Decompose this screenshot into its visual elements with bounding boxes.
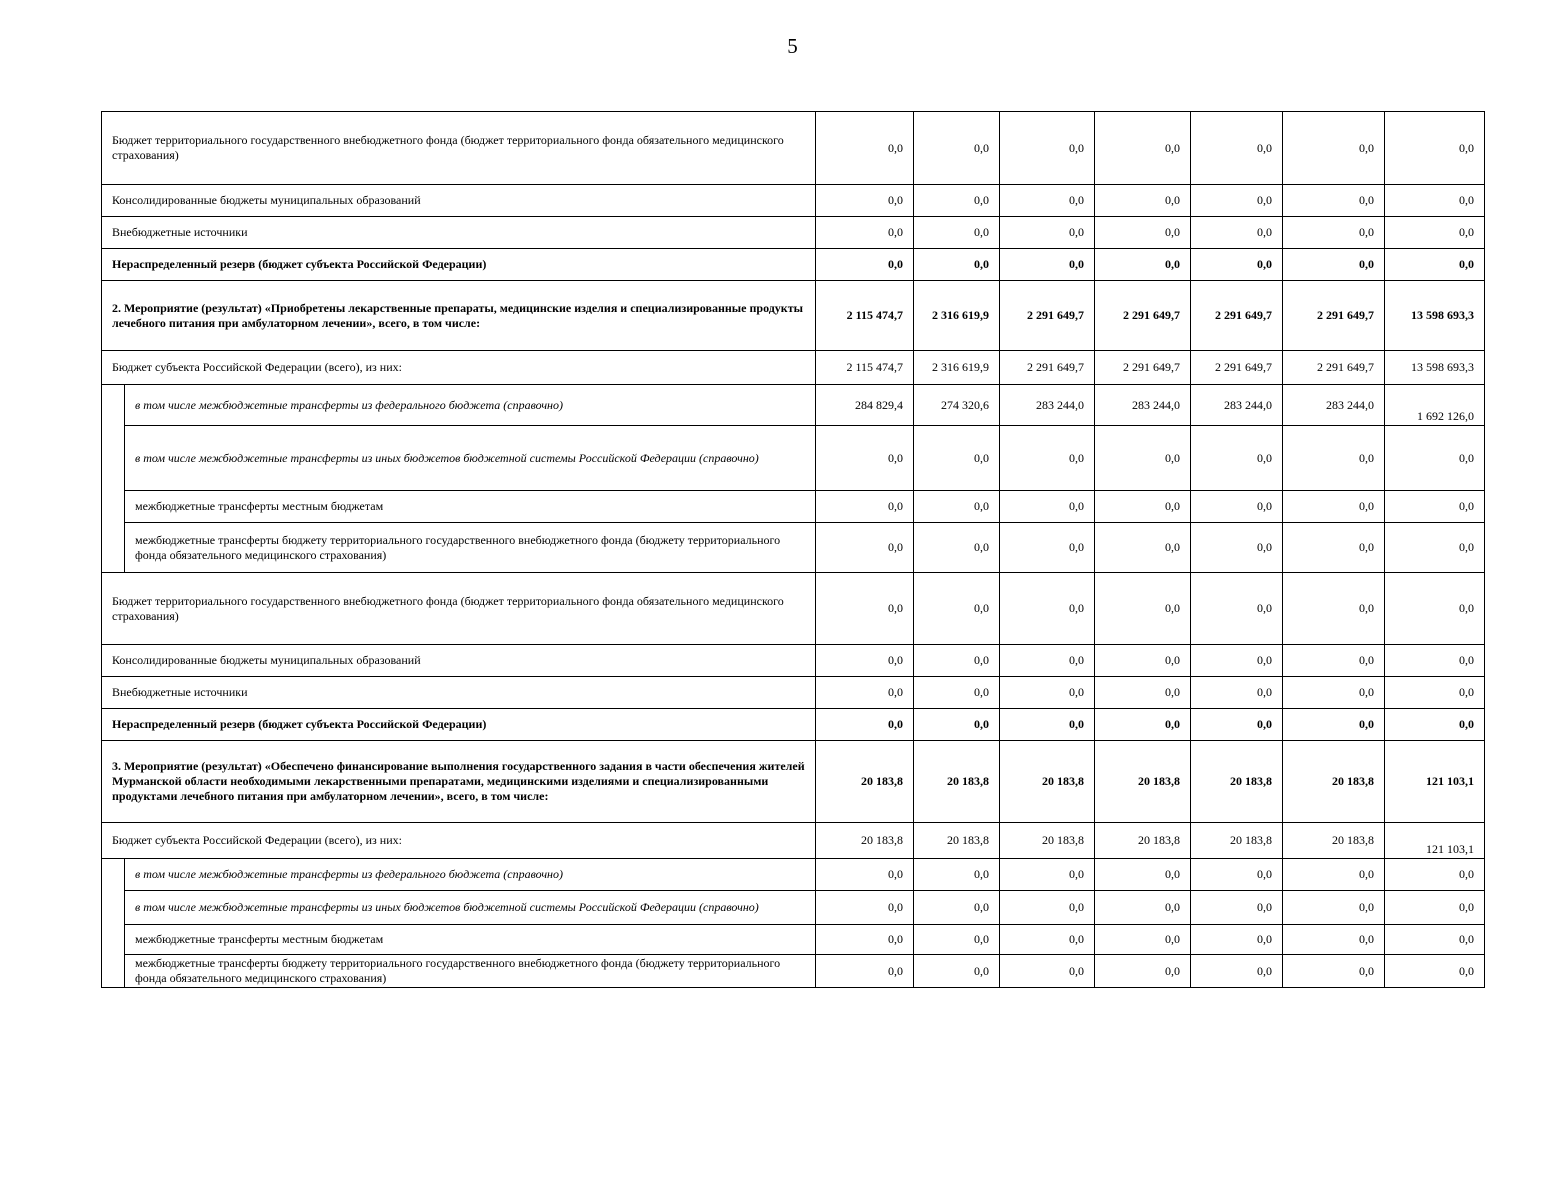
table-row [102, 112, 1485, 185]
value-cell: 20 183,8 [914, 823, 1000, 859]
table-row [102, 859, 1485, 891]
table-row [102, 249, 1485, 281]
value-cell: 20 183,8 [816, 741, 914, 823]
table-row [102, 185, 1485, 217]
value-cell: 0,0 [1283, 891, 1385, 925]
value-cell: 0,0 [1283, 709, 1385, 741]
value-cell: 0,0 [1191, 185, 1283, 217]
row-label: в том числе межбюджетные трансферты из иных бюджетов бюджетной системы Российской Федерации (справочно) [125, 426, 816, 491]
value-cell: 283 244,0 [1095, 385, 1191, 426]
indent-cell [102, 491, 125, 523]
value-cell: 0,0 [1385, 859, 1485, 891]
value-cell: 2 291 649,7 [1191, 281, 1283, 351]
indent-cell [102, 385, 125, 426]
table-row [102, 741, 1485, 823]
value-cell: 2 291 649,7 [1000, 351, 1095, 385]
value-cell: 2 316 619,9 [914, 351, 1000, 385]
value-cell: 0,0 [914, 955, 1000, 988]
value-cell: 0,0 [1000, 523, 1095, 573]
value-cell: 2 115 474,7 [816, 281, 914, 351]
value-cell: 0,0 [1385, 891, 1485, 925]
value-cell: 0,0 [914, 677, 1000, 709]
value-cell: 0,0 [1000, 645, 1095, 677]
value-cell: 0,0 [1385, 925, 1485, 955]
value-cell: 0,0 [1283, 112, 1385, 185]
value-cell: 0,0 [1385, 573, 1485, 645]
value-cell: 0,0 [816, 925, 914, 955]
value-cell: 0,0 [1191, 112, 1283, 185]
value-cell: 0,0 [914, 891, 1000, 925]
value-cell: 0,0 [914, 426, 1000, 491]
value-cell: 121 103,1 [1385, 823, 1485, 859]
value-cell: 0,0 [1283, 677, 1385, 709]
budget-table [101, 111, 1485, 988]
value-cell: 0,0 [1191, 891, 1283, 925]
value-cell: 0,0 [1191, 677, 1283, 709]
value-cell: 0,0 [1095, 891, 1191, 925]
value-cell: 0,0 [816, 645, 914, 677]
value-cell: 284 829,4 [816, 385, 914, 426]
value-cell: 0,0 [1283, 573, 1385, 645]
budget-table-body [102, 112, 1485, 988]
value-cell: 0,0 [1385, 523, 1485, 573]
value-cell: 283 244,0 [1000, 385, 1095, 426]
indent-cell [102, 426, 125, 491]
value-cell: 0,0 [1095, 709, 1191, 741]
value-cell: 0,0 [1000, 573, 1095, 645]
value-cell: 2 316 619,9 [914, 281, 1000, 351]
page-number: 5 [787, 34, 798, 58]
value-cell: 0,0 [1095, 217, 1191, 249]
value-cell: 0,0 [816, 426, 914, 491]
value-cell: 283 244,0 [1283, 385, 1385, 426]
value-cell: 0,0 [1385, 677, 1485, 709]
value-cell: 0,0 [816, 677, 914, 709]
value-cell: 0,0 [1000, 112, 1095, 185]
value-cell: 0,0 [816, 217, 914, 249]
row-label: Нераспределенный резерв (бюджет субъекта Российской Федерации) [102, 709, 816, 741]
table-row [102, 925, 1485, 955]
value-cell: 0,0 [1000, 677, 1095, 709]
value-cell: 20 183,8 [1000, 741, 1095, 823]
value-cell: 0,0 [1095, 491, 1191, 523]
value-cell: 0,0 [1191, 523, 1283, 573]
value-cell: 0,0 [914, 859, 1000, 891]
indent-cell [102, 859, 125, 891]
value-cell: 0,0 [1095, 677, 1191, 709]
value-cell: 0,0 [816, 112, 914, 185]
value-cell: 0,0 [1000, 891, 1095, 925]
value-cell: 0,0 [1191, 859, 1283, 891]
table-row [102, 709, 1485, 741]
row-label: Бюджет территориального государственного внебюджетного фонда (бюджет территориального фонда обязательного медицинского страхования) [102, 573, 816, 645]
value-cell: 0,0 [1095, 645, 1191, 677]
value-cell: 0,0 [1095, 426, 1191, 491]
row-label: Бюджет субъекта Российской Федерации (всего), из них: [102, 823, 816, 859]
value-cell: 0,0 [914, 523, 1000, 573]
row-label: 3. Мероприятие (результат) «Обеспечено финансирование выполнения государственного задания в части обеспечения жителей Мурманской области необходимыми лекарственными препаратами, медицинскими изделиями и специализированными продуктами лечебного питания при амбулаторном лечении», всего, в том числе: [102, 741, 816, 823]
value-cell: 0,0 [1095, 112, 1191, 185]
value-cell: 0,0 [1095, 859, 1191, 891]
value-cell: 0,0 [1283, 217, 1385, 249]
table-row [102, 645, 1485, 677]
value-cell: 0,0 [914, 185, 1000, 217]
value-cell: 0,0 [1191, 426, 1283, 491]
value-cell: 1 692 126,0 [1385, 385, 1485, 426]
table-row [102, 491, 1485, 523]
value-cell: 0,0 [914, 112, 1000, 185]
table-row [102, 677, 1485, 709]
value-cell: 20 183,8 [1095, 741, 1191, 823]
value-cell: 0,0 [816, 891, 914, 925]
table-row [102, 891, 1485, 925]
value-cell: 2 291 649,7 [1000, 281, 1095, 351]
value-cell: 2 291 649,7 [1095, 351, 1191, 385]
value-cell: 0,0 [816, 185, 914, 217]
row-label: Бюджет субъекта Российской Федерации (всего), из них: [102, 351, 816, 385]
value-cell: 0,0 [1385, 249, 1485, 281]
value-cell: 0,0 [1191, 573, 1283, 645]
row-label: межбюджетные трансферты бюджету территориального государственного внебюджетного фонда (бюджету территориального фонда обязательного медицинского страхования) [125, 955, 816, 988]
value-cell: 0,0 [1283, 859, 1385, 891]
value-cell: 20 183,8 [1283, 823, 1385, 859]
value-cell: 0,0 [1283, 185, 1385, 217]
row-label: Внебюджетные источники [102, 677, 816, 709]
value-cell: 0,0 [1191, 217, 1283, 249]
table-row [102, 385, 1485, 426]
value-cell: 0,0 [1283, 426, 1385, 491]
indent-cell [102, 955, 125, 988]
value-cell: 0,0 [1283, 249, 1385, 281]
value-cell: 2 291 649,7 [1283, 281, 1385, 351]
value-cell: 0,0 [1385, 217, 1485, 249]
value-cell: 0,0 [1095, 955, 1191, 988]
value-cell: 0,0 [1000, 709, 1095, 741]
value-cell: 283 244,0 [1191, 385, 1283, 426]
table-row [102, 573, 1485, 645]
row-label: в том числе межбюджетные трансферты из федерального бюджета (справочно) [125, 385, 816, 426]
value-cell: 0,0 [1385, 185, 1485, 217]
value-cell: 0,0 [1000, 955, 1095, 988]
value-cell: 0,0 [1385, 709, 1485, 741]
value-cell: 20 183,8 [1000, 823, 1095, 859]
value-cell: 0,0 [1095, 523, 1191, 573]
value-cell: 20 183,8 [816, 823, 914, 859]
row-label: Бюджет территориального государственного внебюджетного фонда (бюджет территориального фонда обязательного медицинского страхования) [102, 112, 816, 185]
value-cell: 0,0 [816, 523, 914, 573]
value-cell: 0,0 [1000, 217, 1095, 249]
value-cell: 13 598 693,3 [1385, 351, 1485, 385]
value-cell: 274 320,6 [914, 385, 1000, 426]
value-cell: 0,0 [816, 491, 914, 523]
value-cell: 2 291 649,7 [1095, 281, 1191, 351]
value-cell: 0,0 [1191, 249, 1283, 281]
value-cell: 0,0 [816, 709, 914, 741]
value-cell: 2 291 649,7 [1191, 351, 1283, 385]
indent-cell [102, 523, 125, 573]
value-cell: 2 291 649,7 [1283, 351, 1385, 385]
value-cell: 0,0 [914, 709, 1000, 741]
value-cell: 0,0 [1095, 249, 1191, 281]
value-cell: 20 183,8 [914, 741, 1000, 823]
value-cell: 0,0 [1283, 523, 1385, 573]
row-label: 2. Мероприятие (результат) «Приобретены лекарственные препараты, медицинские изделия и специализированные продукты лечебного питания при амбулаторном лечении», всего, в том числе: [102, 281, 816, 351]
value-cell: 0,0 [1191, 491, 1283, 523]
indent-cell [102, 891, 125, 925]
row-label: межбюджетные трансферты бюджету территориального государственного внебюджетного фонда (бюджету территориального фонда обязательного медицинского страхования) [125, 523, 816, 573]
value-cell: 0,0 [914, 925, 1000, 955]
row-label: в том числе межбюджетные трансферты из федерального бюджета (справочно) [125, 859, 816, 891]
row-label: межбюджетные трансферты местным бюджетам [125, 491, 816, 523]
value-cell: 0,0 [816, 573, 914, 645]
value-cell: 0,0 [914, 217, 1000, 249]
value-cell: 0,0 [1283, 645, 1385, 677]
value-cell: 0,0 [1000, 249, 1095, 281]
value-cell: 0,0 [1000, 491, 1095, 523]
value-cell: 13 598 693,3 [1385, 281, 1485, 351]
value-cell: 20 183,8 [1191, 741, 1283, 823]
value-cell: 0,0 [1000, 925, 1095, 955]
value-cell: 0,0 [1191, 925, 1283, 955]
value-cell: 0,0 [1095, 185, 1191, 217]
value-cell: 2 115 474,7 [816, 351, 914, 385]
value-cell: 0,0 [1385, 426, 1485, 491]
value-cell: 0,0 [1283, 491, 1385, 523]
value-cell: 0,0 [816, 249, 914, 281]
table-row [102, 217, 1485, 249]
value-cell: 0,0 [1385, 112, 1485, 185]
value-cell: 0,0 [1095, 573, 1191, 645]
value-cell: 0,0 [1095, 925, 1191, 955]
row-label: Консолидированные бюджеты муниципальных образований [102, 185, 816, 217]
row-label: Внебюджетные источники [102, 217, 816, 249]
row-label: в том числе межбюджетные трансферты из иных бюджетов бюджетной системы Российской Федерации (справочно) [125, 891, 816, 925]
indent-cell [102, 925, 125, 955]
value-cell: 0,0 [1000, 426, 1095, 491]
value-cell: 0,0 [1191, 645, 1283, 677]
table-row [102, 281, 1485, 351]
value-cell: 20 183,8 [1283, 741, 1385, 823]
value-cell: 0,0 [1385, 645, 1485, 677]
table-row [102, 426, 1485, 491]
value-cell: 0,0 [914, 249, 1000, 281]
value-cell: 0,0 [914, 645, 1000, 677]
value-cell: 121 103,1 [1385, 741, 1485, 823]
row-label: Нераспределенный резерв (бюджет субъекта Российской Федерации) [102, 249, 816, 281]
value-cell: 0,0 [914, 573, 1000, 645]
row-label: Консолидированные бюджеты муниципальных образований [102, 645, 816, 677]
value-cell: 0,0 [1000, 859, 1095, 891]
value-cell: 0,0 [1283, 955, 1385, 988]
value-cell: 0,0 [1283, 925, 1385, 955]
value-cell: 20 183,8 [1095, 823, 1191, 859]
value-cell: 0,0 [816, 955, 914, 988]
value-cell: 0,0 [816, 859, 914, 891]
value-cell: 0,0 [1385, 955, 1485, 988]
value-cell: 0,0 [1191, 709, 1283, 741]
value-cell: 0,0 [914, 491, 1000, 523]
table-row [102, 955, 1485, 988]
table-row [102, 523, 1485, 573]
value-cell: 20 183,8 [1191, 823, 1283, 859]
value-cell: 0,0 [1000, 185, 1095, 217]
value-cell: 0,0 [1191, 955, 1283, 988]
value-cell: 0,0 [1385, 491, 1485, 523]
table-row [102, 351, 1485, 385]
row-label: межбюджетные трансферты местным бюджетам [125, 925, 816, 955]
table-row [102, 823, 1485, 859]
